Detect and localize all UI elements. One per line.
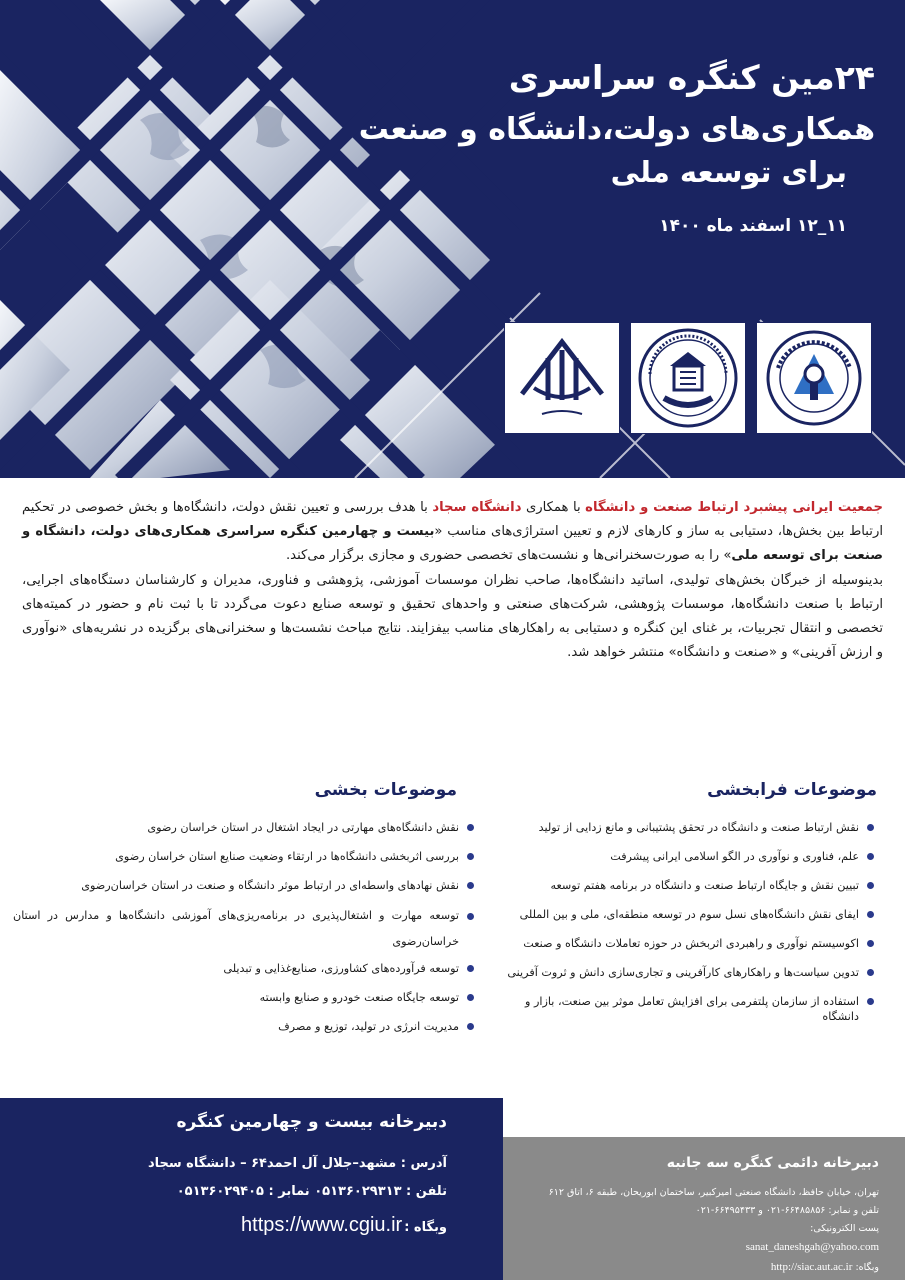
list-item <box>13 849 475 864</box>
secretariat-phone: تلفن : ۰۵۱۳۶۰۲۹۳۱۳ نمابر : ۰۵۱۳۶۰۲۹۴۰۵ <box>176 1184 447 1199</box>
university-name: دانشگاه سجاد <box>432 500 522 515</box>
intro-paragraph-1 <box>22 496 883 569</box>
bullet-icon <box>867 969 874 976</box>
sajjad-emblem-icon <box>512 328 612 428</box>
topic-text: توسعه فرآورده‌های کشاورزی، صنایع‌غذایی و تبدیلی <box>223 962 459 975</box>
list-item <box>485 849 875 864</box>
cross-sector-topics-heading: موضوعات فرابخشی <box>707 780 877 800</box>
congress-full-name: بیست و چهارمین کنگره سراسری همکاری‌های دولت، دانشگاه و صنعت برای توسعه ملی <box>22 524 883 564</box>
topic-text: علم، فناوری و نوآوری در الگو اسلامی ایرانی پیشرفت <box>610 850 859 863</box>
topic-text: بررسی اثربخشی دانشگاه‌ها در ارتقاء وضعیت صنایع استان خراسان رضوی <box>115 850 459 863</box>
bullet-icon <box>867 998 874 1005</box>
permanent-secretariat-email-label: پست الکترونیکی: <box>810 1223 879 1234</box>
list-item <box>485 936 875 951</box>
permanent-secretariat-title: دبیرخانه دائمی کنگره سه جانبه <box>666 1155 879 1171</box>
permanent-secretariat-web-link[interactable]: http://siac.aut.ac.ir <box>770 1261 853 1273</box>
bullet-icon <box>467 965 474 972</box>
permanent-secretariat-phone: تلفن و نمابر: ۶۶۴۸۵۸۵۶-۰۲۱ و ۶۶۴۹۵۴۳۳-۰۲۱ <box>695 1205 879 1216</box>
permanent-secretariat-email-row <box>746 1241 879 1253</box>
sajjad-university-logo <box>504 322 620 434</box>
congress-title-block <box>315 58 875 236</box>
association-name: جمعیت ایرانی پیشبرد ارتباط صنعت و دانشگاه <box>585 500 884 515</box>
list-item <box>13 961 475 976</box>
title-line-1: ۲۴مین کنگره سراسری <box>508 58 875 97</box>
topic-text: ایفای نقش دانشگاه‌های نسل سوم در توسعه منطقه‌ای، ملی و بین المللی <box>519 908 859 921</box>
topic-text: توسعه مهارت و اشتغال‌پذیری در برنامه‌ریزی‌های آموزشی دانشگاه‌ها و مدارس در استان خراسان‌رضوی <box>13 909 459 948</box>
bullet-icon <box>867 853 874 860</box>
list-item <box>13 903 475 955</box>
secretariat-web-link[interactable]: https://www.cgiu.ir <box>241 1214 403 1236</box>
congress-seal-logo <box>630 322 746 434</box>
topic-text: نقش ارتباط صنعت و دانشگاه در تحقق پشتیبانی و مانع زدایی از تولید <box>538 821 859 834</box>
sector-topics-heading: موضوعات بخشی <box>314 780 457 800</box>
secretariat-address: آدرس : مشهد–جلال آل احمد۶۴ – دانشگاه سجاد <box>147 1156 447 1171</box>
list-item <box>485 907 875 922</box>
association-emblem-icon <box>764 328 864 428</box>
bullet-icon <box>467 913 474 920</box>
intro-text-run: با همکاری <box>521 500 586 515</box>
sponsor-logos <box>502 322 872 434</box>
association-logo <box>756 322 872 434</box>
intro-paragraph-2: بدینوسیله از خبرگان بخش‌های تولیدی، اساتید دانشگاه‌ها، صاحب نظران موسسات آموزشی، پژوهشی و فناوری، مدیران و کارشناسان دستگاه‌های اجرایی، ارتباط با صنعت دانشگاه‌ها، موسسات پژوهشی، شرکت‌های صنعتی و واحدهای تحقیق و توسعه صنایع دعوت می‌گردد تا با ثبت نام و حضور در کمیته‌های تخصصی و انتقال تجربیات، بر غنای این کنگره و دستیابی به راهکارهای مناسب بیفزایند. نتایج مباحث نشست‌ها و سخنرانی‌های برگزیده در نشریه‌های «نوآوری و ارزش آفرینی» و «صنعت و دانشگاه» منتشر خواهد شد. <box>22 572 883 661</box>
permanent-secretariat-web-row <box>771 1261 879 1273</box>
bullet-icon <box>867 882 874 889</box>
topic-text: نقش نهادهای واسطه‌ای در ارتباط موثر دانشگاه و صنعت در استان خراسان‌رضوی <box>81 879 459 892</box>
secretariat-title: دبیرخانه بیست و چهارمین کنگره <box>176 1112 447 1132</box>
topic-text: استفاده از سازمان پلتفرمی برای افزایش تعامل موثر بین صنعت، بازار و دانشگاه <box>525 995 859 1023</box>
header-banner <box>0 0 905 478</box>
list-item <box>13 878 475 893</box>
intro-text-run: » را به صورت‌سخنرانی‌ها و نشست‌های تخصصی حضوری و مجازی برگزار می‌کند. <box>285 548 732 564</box>
title-line-3: برای توسعه ملی <box>610 155 847 189</box>
permanent-secretariat-web-label: وبگاه: <box>855 1262 879 1273</box>
topic-text: تبیین نقش و جایگاه ارتباط صنعت و دانشگاه در برنامه هفتم توسعه <box>550 879 859 892</box>
bullet-icon <box>467 824 474 831</box>
congress-date: ۱۱_۱۲ اسفند ماه ۱۴۰۰ <box>659 216 847 236</box>
intro-text <box>22 496 883 665</box>
list-item <box>485 820 875 835</box>
sector-topics-list <box>13 820 475 1048</box>
title-line-2: همکاری‌های دولت،دانشگاه و صنعت <box>358 112 875 147</box>
topic-text: اکوسیستم نوآوری و راهبردی اثربخش در حوزه تعاملات دانشگاه و صنعت <box>523 937 859 950</box>
secretariat-web-row <box>241 1214 447 1237</box>
bullet-icon <box>467 994 474 1001</box>
topic-text: تدوین سیاست‌ها و راهکارهای کارآفرینی و تجاری‌سازی دانش و ثروت آفرینی <box>507 966 859 979</box>
bullet-icon <box>467 853 474 860</box>
permanent-secretariat-address: تهران، خیابان حافظ، دانشگاه صنعتی امیرکبیر، ساختمان ابوریحان، طبقه ۶، اتاق ۶۱۲ <box>548 1187 879 1198</box>
bullet-icon <box>867 824 874 831</box>
secretariat-web-label: وبگاه : <box>404 1220 447 1235</box>
topic-text: مدیریت انرژی در تولید، توزیع و مصرف <box>278 1020 459 1033</box>
topic-text: نقش دانشگاه‌های مهارتی در ایجاد اشتغال در استان خراسان رضوی <box>147 821 459 834</box>
list-item <box>13 990 475 1005</box>
congress-secretariat-panel <box>0 1098 503 1280</box>
bullet-icon <box>467 882 474 889</box>
list-item <box>13 1019 475 1034</box>
bullet-icon <box>867 911 874 918</box>
list-item <box>485 994 875 1024</box>
bullet-icon <box>867 940 874 947</box>
permanent-secretariat-panel <box>480 1137 905 1280</box>
list-item <box>485 878 875 893</box>
intro-text-run: با هدف بررسی و تعیین نقش دولت، دانشگاه‌ها و بخش خصوصی در تحکیم ارتباط بین بخش‌ها، دستیابی به ساز و کارهای لازم و تعیین استراژی‌های مناسب « <box>22 500 883 540</box>
permanent-secretariat-email[interactable]: sanat_daneshgah@yahoo.com <box>745 1241 879 1253</box>
list-item <box>13 820 475 835</box>
cross-sector-topics-list <box>485 820 875 1038</box>
congress-seal-icon <box>636 326 740 430</box>
bullet-icon <box>467 1023 474 1030</box>
topic-text: توسعه جایگاه صنعت خودرو و صنایع وابسته <box>259 991 459 1004</box>
list-item <box>485 965 875 980</box>
